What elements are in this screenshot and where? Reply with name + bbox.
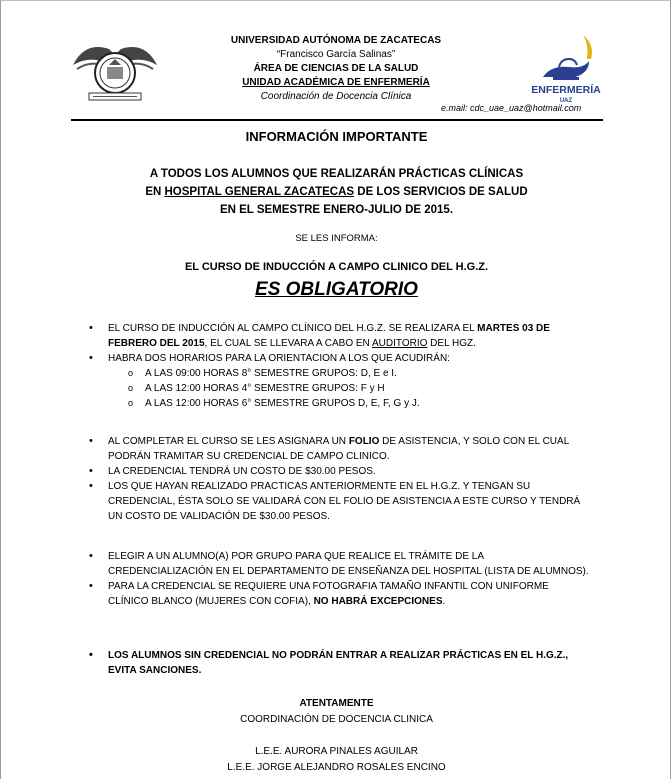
signatory-1: L.E.E. AURORA PINALES AGUILAR [255,746,418,757]
sign-off-salutation: ATENTAMENTE [299,698,374,709]
informa-label: SE LES INFORMA: [295,233,378,244]
list-item: • ELEGIR A UN ALUMNO(A) POR GRUPO PARA QUE REALICE EL TRÁMITE DE LA CREDENCIALIZACIÓN EN EL DEPARTAMENTO DE ENSEÑANZA DEL HOSPITAL (LISTA DE ALUMNOS). [89,549,589,579]
section-2-list [89,434,589,524]
header-divider [71,119,603,121]
area-name: ÁREA DE CIENCIAS DE LA SALUD [253,63,419,74]
section-4-list [89,648,589,678]
photo-requirement: PARA LA CREDENCIAL SE REQUIERE UNA FOTOGRAFIA TAMAÑO INFANTIL CON UNIFORME CLÍNICO BLANCO (MUJERES CON COFIA), [108,581,549,607]
list-item [89,579,589,609]
course-heading: EL CURSO DE INDUCCIÓN A CAMPO CLINICO DEL H.G.Z. [184,261,489,273]
list-item [89,321,589,351]
unit-name: UNIDAD ACADÉMICA DE ENFERMERÍA [242,77,430,88]
audience-line-1: A TODOS LOS ALUMNOS QUE REALIZARÁN PRÁCTICAS CLÍNICAS [149,168,524,180]
folio-word: FOLIO [348,436,380,447]
course-place-post: DEL HGZ. [427,338,476,349]
university-seal-icon [69,35,161,105]
audience-line-3: EN EL SEMESTRE ENERO-JULIO DE 2015. [219,204,454,216]
course-date: MARTES 03 DE FEBRERO DEL 2015 [108,323,550,349]
schedule-item: o A LAS 12:00 HORAS 6° SEMESTRE GRUPOS D, E, F, G y J. [108,396,589,411]
section-1-list [89,321,589,411]
course-place: AUDITORIO [372,338,428,349]
schedule-item: o A LAS 09:00 HORAS 8° SEMESTRE GRUPOS: D, E e I. [108,366,589,381]
signatory-2: L.E.E. JORGE ALEJANDRO ROSALES ENCINO [227,762,446,773]
contact-email: e.mail: cdc_uae_uaz@hotmail.com [441,103,582,113]
schedule-item: o A LAS 12:00 HORAS 4° SEMESTRE GRUPOS: F y H [108,381,589,396]
photo-requirement-end: . [442,596,446,607]
audience-line-2-post: DE LOS SERVICIOS DE SALUD [354,186,528,198]
course-date-pre: EL CURSO DE INDUCCIÓN AL CAMPO CLÍNICO DEL H.G.Z. SE REALIZARA EL [108,323,478,334]
logo-subtext: UAZ [559,98,573,104]
audience-block [1,165,671,219]
coordination-name: Coordinación de Docencia Clínica [260,91,412,102]
folio-pre: AL COMPLETAR EL CURSO SE LES ASIGNARA UN [108,436,349,447]
schedule-intro: HABRA DOS HORARIOS PARA LA ORIENTACION A LOS QUE ACUDIRÁN: [108,353,450,364]
audience-line-2 [1,183,671,201]
mandatory-heading: ES OBLIGATORIO [255,279,418,300]
list-item: • LOS ALUMNOS SIN CREDENCIAL NO PODRÁN ENTRAR A REALIZAR PRÁCTICAS EN EL H.G.Z., EVITA SANCIONES. [89,648,589,678]
audience-line-2-pre: EN [145,186,165,198]
list-item: • LA CREDENCIAL TENDRÁ UN COSTO DE $30.00 PESOS. [89,464,589,479]
folio-post: DE ASISTENCIA, Y SOLO CON EL CUAL PODRÁN TRAMITAR SU CREDENCIAL DE CAMPO CLINICO. [108,436,569,462]
university-name: UNIVERSIDAD AUTÓNOMA DE ZACATECAS [230,35,442,46]
schedule-list [108,366,589,411]
course-place-pre: , EL CUAL SE LLEVARA A CABO EN [204,338,373,349]
hospital-name: HOSPITAL GENERAL ZACATECAS [164,186,355,198]
logo-text: ENFERMERÍA [531,84,601,96]
no-exceptions: NO HABRÁ EXCEPCIONES [313,596,443,607]
document-title: INFORMACIÓN IMPORTANTE [245,129,428,144]
list-item [89,434,589,464]
nursing-lamp-logo-icon [529,31,603,105]
sign-off-coordination: COORDINACIÓN DE DOCENCIA CLINICA [240,714,433,725]
list-item: • LOS QUE HAYAN REALIZADO PRACTICAS ANTERIORMENTE EN EL H.G.Z. Y TENGAN SU CREDENCIAL, ÉSTA SOLO SE VALIDARÁ CON EL FOLIO DE ASISTENCIA A ESTE CURSO Y TENDRÁ UN COSTO DE VALIDACIÓN DE $30.00 PESOS. [89,479,589,524]
university-namesake: “Francisco García Salinas” [276,49,396,60]
list-item [89,351,589,411]
section-3-list [89,549,589,609]
